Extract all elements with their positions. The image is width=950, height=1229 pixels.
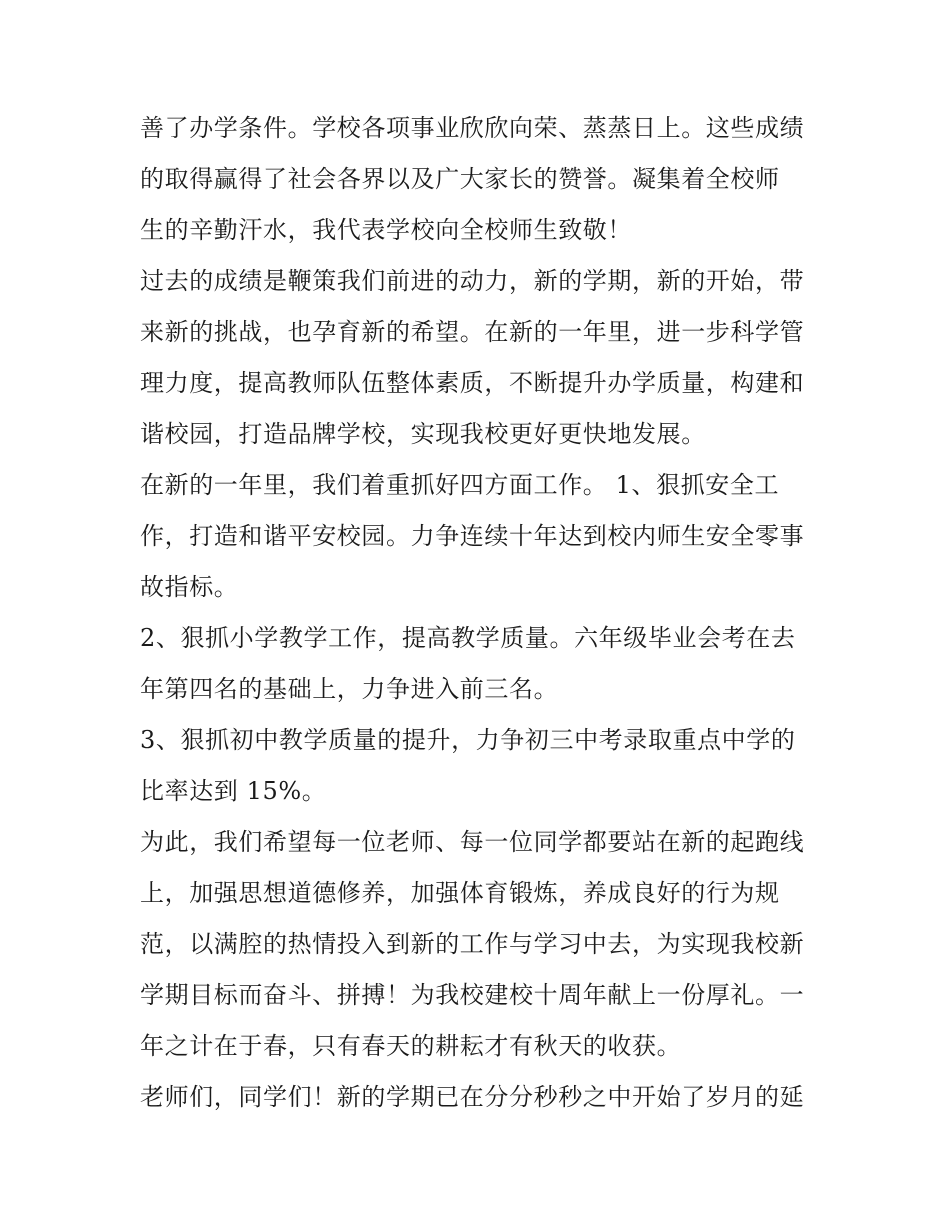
text-line: 范，以满腔的热情投入到新的工作与学习中去，为实现我校新	[140, 930, 805, 958]
text-line: 比率达到 15%。	[140, 777, 327, 805]
text-line: 善了办学条件。学校各项事业欣欣向荣、蒸蒸日上。这些成绩	[140, 114, 805, 142]
text-line: 理力度，提高教师队伍整体素质，不断提升办学质量，构建和	[140, 369, 805, 397]
text-line: 为此，我们希望每一位老师、每一位同学都要站在新的起跑线	[140, 828, 805, 856]
text-line: 谐校园，打造品牌学校，实现我校更好更快地发展。	[140, 420, 706, 448]
text-line: 2、狠抓小学教学工作，提高教学质量。六年级毕业会考在去	[140, 624, 796, 652]
text-line: 年第四名的基础上，力争进入前三名。	[140, 675, 559, 703]
text-line: 故指标。	[140, 573, 239, 601]
text-line: 生的辛勤汗水，我代表学校向全校师生致敬！	[140, 216, 632, 244]
text-line: 上，加强思想道德修养，加强体育锻炼，养成良好的行为规	[140, 879, 780, 907]
text-line: 学期目标而奋斗、拼搏！为我校建校十周年献上一份厚礼。一	[140, 981, 805, 1009]
document-body	[140, 103, 830, 1123]
text-line: 过去的成绩是鞭策我们前进的动力，新的学期，新的开始，带	[140, 267, 805, 295]
text-line: 的取得赢得了社会各界以及广大家长的赞誉。凝集着全校师	[140, 165, 780, 193]
text-line: 作，打造和谐平安校园。力争连续十年达到校内师生安全零事	[140, 522, 805, 550]
text-line: 3、狠抓初中教学质量的提升，力争初三中考录取重点中学的	[140, 726, 796, 754]
text-line: 老师们，同学们！新的学期已在分分秒秒之中开始了岁月的延	[140, 1083, 805, 1111]
text-line: 年之计在于春，只有春天的耕耘才有秋天的收获。	[140, 1032, 682, 1060]
text-line: 来新的挑战，也孕育新的希望。在新的一年里，进一步科学管	[140, 318, 805, 346]
text-line: 在新的一年里，我们着重抓好四方面工作。 1、狠抓安全工	[140, 471, 780, 499]
